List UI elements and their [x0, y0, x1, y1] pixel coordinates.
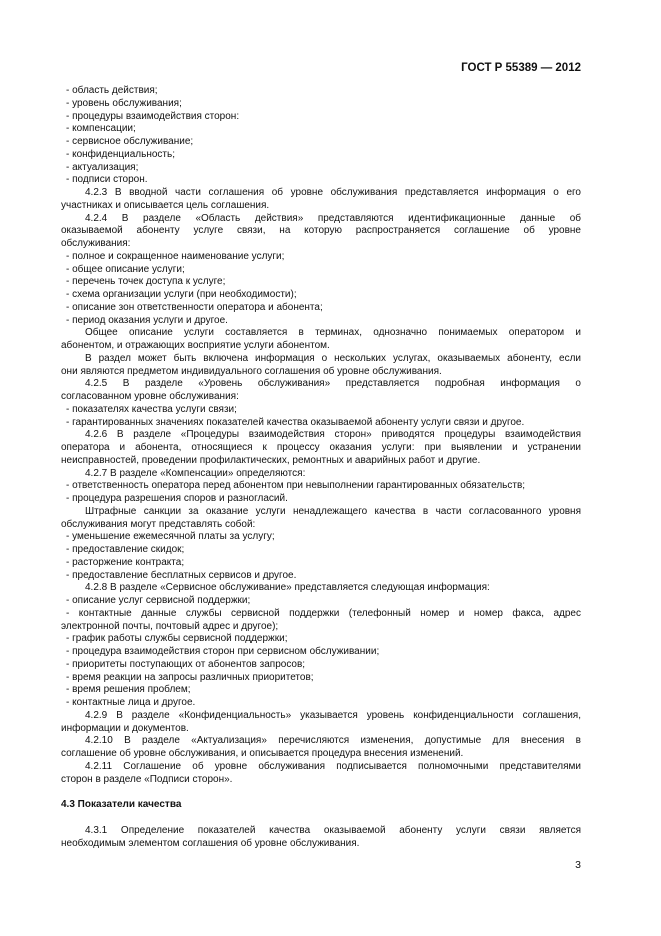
text-line: 4.2.3 В вводной части соглашения об уровне обслуживания представляется информация о его [85, 187, 581, 198]
list-item: - период оказания услуги и другое. [66, 314, 228, 326]
list-item: - перечень точек доступа к услуге; [66, 276, 226, 288]
list-item: - процедура разрешения споров и разногласий. [66, 493, 288, 504]
list-item: - описание зон ответственности оператора и абонента; [66, 301, 323, 313]
text-line: 4.3.1 Определение показателей качества оказываемой абоненту услуги связи является [85, 825, 581, 836]
list-item: - ответственность оператора перед абонентом при невыполнении гарантированных обязательств; [66, 480, 526, 492]
text-line: Штрафные санкции за оказание услуги ненадлежащего качества в части согласованного уровня [85, 505, 581, 517]
text-line: 4.2.10 В разделе «Актуализация» перечисляются изменения, допустимые для внесения в [85, 735, 581, 747]
list-item: - расторжение контракта; [66, 556, 185, 568]
section-paragraph [61, 825, 581, 851]
list-item: - схема организации услуги (при необходимости); [66, 289, 297, 300]
text-line: информации и документов. [61, 722, 189, 734]
text-line: соглашение об уровне обслуживания, и описывается процедура внесения изменений. [61, 748, 464, 759]
list-item: - общее описание услуги; [66, 263, 185, 275]
text-line: Общее описание услуги составляется в терминах, однозначно понимаемых оператором и [85, 327, 581, 339]
list-item: - время решения проблем; [66, 684, 191, 696]
text-line: 4.2.5 В разделе «Уровень обслуживания» представляется подробная информация о [85, 378, 581, 390]
list-item: - время реакции на запросы различных приоритетов; [66, 671, 314, 683]
list-item: - гарантированных значениях показателей качества оказываемой абоненту услуги связи и другое. [66, 416, 525, 428]
text-line: оператора и абонента, относящиеся к процессу оказания услуги: при выявлении и устранении [61, 442, 581, 453]
text-line: обслуживания: [61, 238, 131, 249]
paragraph-block [61, 85, 581, 786]
section-heading: 4.3 Показатели качества [61, 799, 182, 811]
list-item: - показателях качества услуги связи; [66, 403, 237, 415]
list-item: - процедура взаимодействия сторон при сервисном обслуживании; [66, 646, 380, 657]
text-line: 4.2.4 В разделе «Область действия» представляются идентификационные данные об [85, 212, 581, 224]
page-number: 3 [575, 859, 581, 871]
list-item: - контактные лица и другое. [66, 697, 196, 708]
list-item: - уровень обслуживания; [66, 97, 182, 109]
text-line: электронной почты, почтовый адрес и другое); [61, 620, 279, 632]
list-item: - конфиденциальность; [66, 148, 175, 160]
list-item: - компенсации; [66, 123, 136, 135]
page-body [61, 85, 581, 851]
text-line: 4.2.7 В разделе «Компенсации» определяются: [85, 467, 306, 479]
list-item: - полное и сокращенное наименование услуги; [66, 250, 285, 262]
list-item: - контактные данные службы сервисной поддержки (телефонный номер и номер факса, адрес [66, 607, 581, 619]
text-line: 4.2.8 В разделе «Сервисное обслуживание» представляется следующая информация: [85, 582, 490, 594]
text-line: участниках и описывается цель соглашения. [61, 199, 270, 211]
text-line: сторон в разделе «Подписи сторон». [61, 773, 233, 785]
list-item: - уменьшение ежемесячной платы за услугу; [66, 531, 275, 543]
text-line: 4.2.9 В разделе «Конфиденциальность» указывается уровень конфиденциальности соглашения, [85, 709, 581, 721]
text-line: согласованном уровне обслуживания: [61, 391, 239, 402]
text-line: необходимым элементом соглашения об уровне обслуживания. [61, 837, 360, 849]
list-item: - актуализация; [66, 161, 139, 173]
text-line: 4.2.6 В разделе «Процедуры взаимодействия сторон» приводятся процедуры взаимодействия [85, 429, 581, 441]
text-line: они являются предметом индивидуального соглашения об уровне обслуживания. [61, 365, 442, 377]
list-item: - приоритеты поступающих от абонентов запросов; [66, 658, 306, 670]
text-line: оказываемой абоненту услуге связи, на которую распространяется соглашение об уровне [61, 225, 581, 237]
document-header: ГОСТ Р 55389 — 2012 [461, 62, 581, 74]
list-item: - описание услуг сервисной поддержки; [66, 595, 251, 606]
text-line: В раздел может быть включена информация о нескольких услугах, оказываемых абоненту, если [85, 352, 581, 364]
list-item: - подписи сторон. [66, 174, 148, 186]
list-item: - предоставление скидок; [66, 544, 185, 555]
list-item: - область действия; [66, 85, 158, 96]
list-item: - предоставление бесплатных сервисов и другое. [66, 569, 297, 581]
text-line: 4.2.11 Соглашение об уровне обслуживания подписывается полномочными представителями [85, 760, 581, 772]
list-item: - процедуры взаимодействия сторон: [66, 110, 240, 122]
text-line: обслуживания могут представлять собой: [61, 518, 256, 530]
list-item: - сервисное обслуживание; [66, 136, 194, 147]
text-line: абонентом, и отражающих восприятие услуги абонентом. [61, 340, 330, 351]
list-item: - график работы службы сервисной поддержки; [66, 633, 288, 645]
text-line: неисправностей, проведении профилактических, ремонтных и аварийных работ и другие. [61, 454, 481, 466]
